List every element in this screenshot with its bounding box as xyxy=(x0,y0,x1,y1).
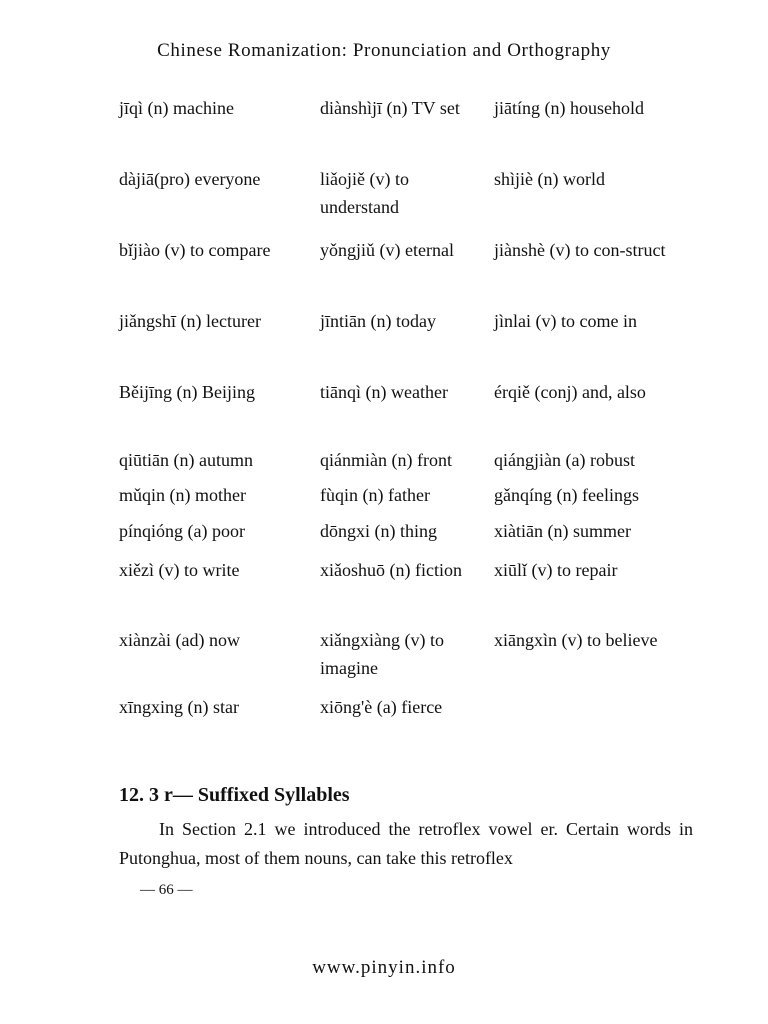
vocab-entry: xiāngxìn (v) to believe xyxy=(494,630,658,650)
vocab-entry: jiātíng (n) household xyxy=(494,98,644,118)
vocab-entry: xiànzài (ad) now xyxy=(119,630,240,650)
vocab-row xyxy=(0,556,768,626)
vocab-row xyxy=(0,693,768,729)
vocab-row xyxy=(0,307,768,378)
vocab-entry: tiānqì (n) weather xyxy=(320,382,448,402)
vocab-entry: dàjiā(pro) everyone xyxy=(119,169,261,189)
vocab-entry: xiàtiān (n) summer xyxy=(494,521,631,541)
vocab-entry: Běijīng (n) Beijing xyxy=(119,382,255,402)
vocab-row xyxy=(0,517,768,556)
vocab-entry: jiànshè (v) to con-struct xyxy=(494,240,666,260)
vocab-entry: dōngxi (n) thing xyxy=(320,521,437,541)
vocab-entry: xiězì (v) to write xyxy=(119,560,240,580)
body-paragraph: In Section 2.1 we introduced the retroflex vowel er. Certain words in Putonghua, most of them nouns, can take this retroflex xyxy=(119,819,693,868)
vocab-entry: jiǎngshī (n) lecturer xyxy=(119,311,261,331)
vocab-row xyxy=(0,446,768,481)
vocab-entry: xiǎngxiàng (v) to imagine xyxy=(320,630,444,678)
vocab-entry: qiánmiàn (n) front xyxy=(320,450,452,470)
vocab-entry: gǎnqíng (n) feelings xyxy=(494,485,639,505)
vocab-entry: xiōng'è (a) fierce xyxy=(320,697,443,717)
running-header: Chinese Romanization: Pronunciation and Orthography xyxy=(157,40,611,61)
vocabulary-table xyxy=(0,94,768,729)
vocab-entry: jīntiān (n) today xyxy=(320,311,436,331)
vocab-entry: shìjiè (n) world xyxy=(494,169,605,189)
vocab-row xyxy=(0,94,768,165)
vocab-row xyxy=(0,236,768,307)
vocab-entry: érqiě (conj) and, also xyxy=(494,382,646,402)
vocab-entry: yǒngjiǔ (v) eternal xyxy=(320,240,454,260)
vocab-row xyxy=(0,626,768,693)
footer-url: www.pinyin.info xyxy=(312,957,456,978)
vocab-entry: jìnlai (v) to come in xyxy=(494,311,637,331)
vocab-entry: jīqì (n) machine xyxy=(119,98,234,118)
vocab-row xyxy=(0,378,768,446)
vocab-entry: liǎojiě (v) to understand xyxy=(320,169,409,217)
vocab-row xyxy=(0,165,768,236)
vocab-entry: fùqin (n) father xyxy=(320,485,430,505)
vocab-entry: mǔqin (n) mother xyxy=(119,485,246,505)
vocab-entry: xīngxing (n) star xyxy=(119,697,239,717)
vocab-entry: pínqióng (a) poor xyxy=(119,521,245,541)
vocab-entry: qiángjiàn (a) robust xyxy=(494,450,635,470)
vocab-entry: bǐjiào (v) to compare xyxy=(119,240,271,260)
vocab-entry: diànshìjī (n) TV set xyxy=(320,98,460,118)
vocab-entry: xiǎoshuō (n) fiction xyxy=(320,560,462,580)
page-number: — 66 — xyxy=(140,882,193,898)
vocab-entry: qiūtiān (n) autumn xyxy=(119,450,253,470)
vocab-entry: xiūlǐ (v) to repair xyxy=(494,560,618,580)
vocab-row xyxy=(0,481,768,517)
section-heading: 12. 3 r— Suffixed Syllables xyxy=(119,784,350,806)
